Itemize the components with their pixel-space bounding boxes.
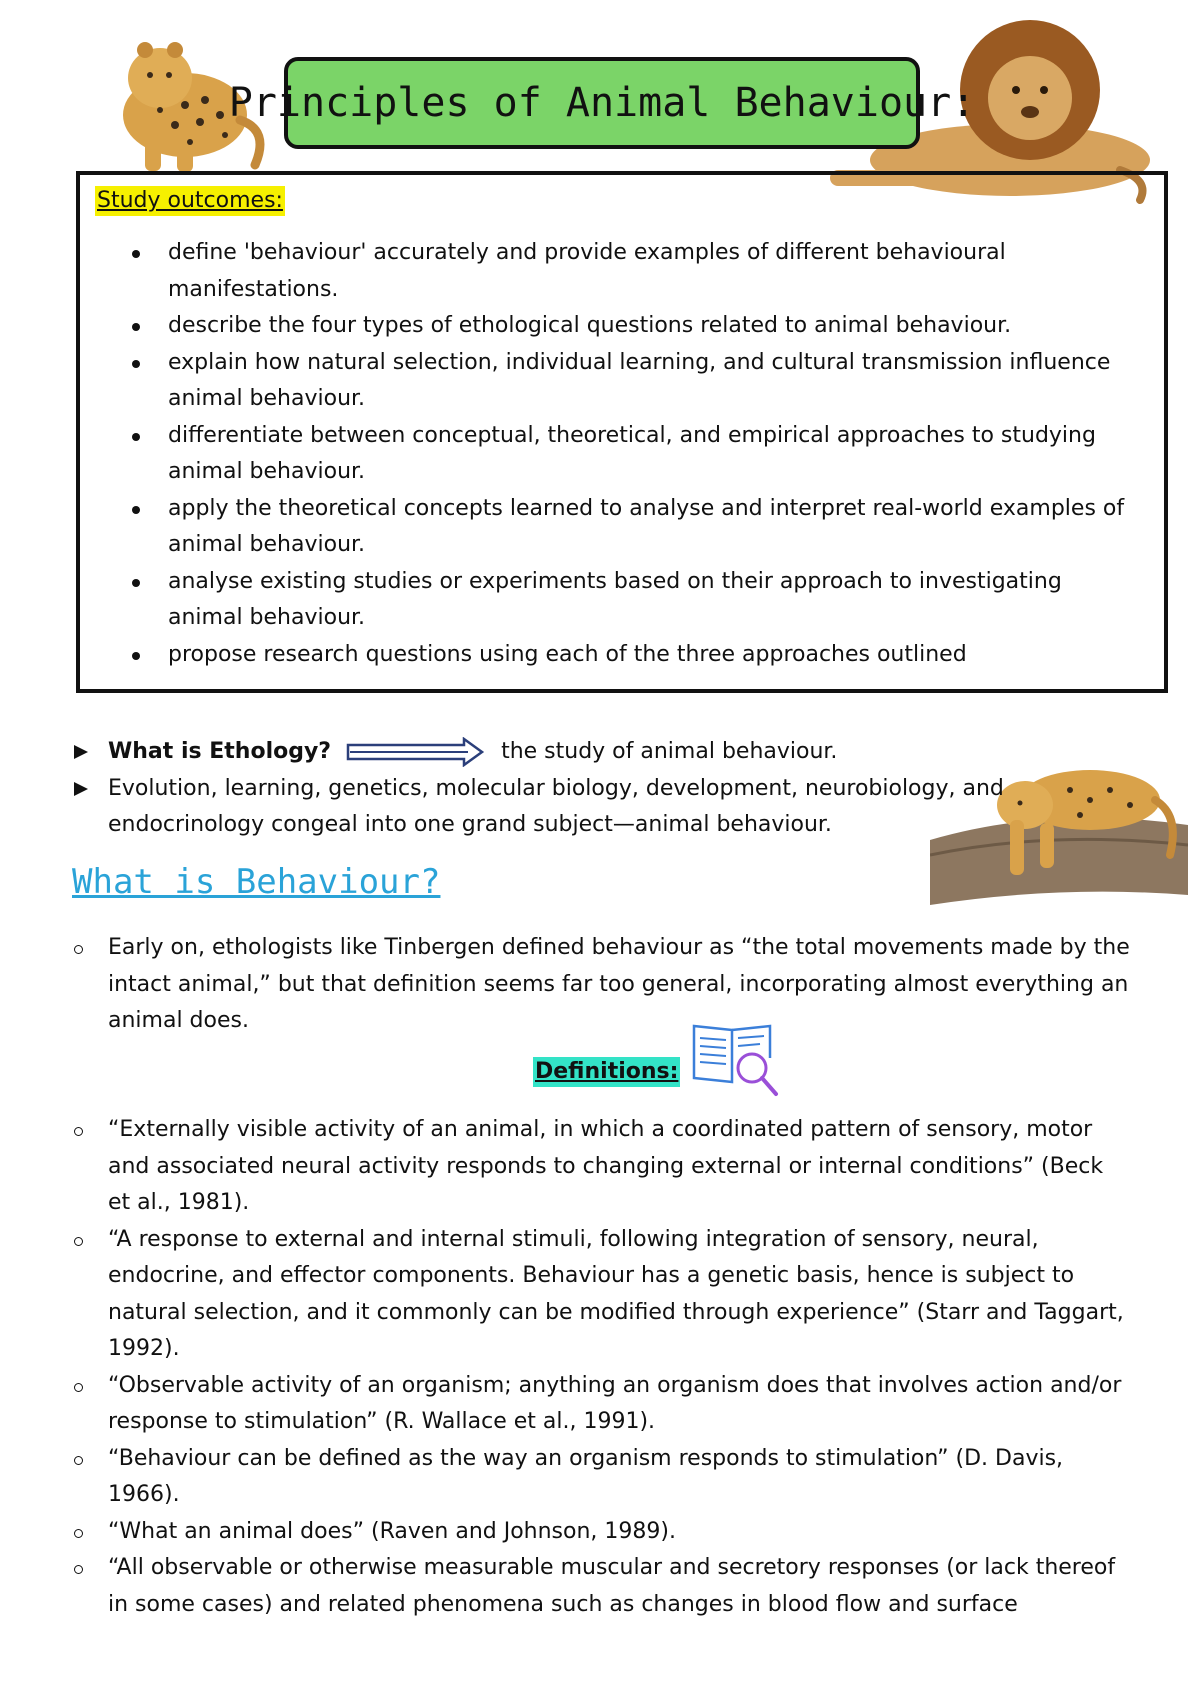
section-heading: What is Behaviour? [72, 862, 441, 902]
list-item: describe the four types of ethological questions related to animal behaviour. [132, 308, 1132, 345]
ethology-answer: the study of animal behaviour. [501, 739, 838, 764]
ethology-question: What is Ethology? [108, 739, 332, 764]
list-item: Early on, ethologists like Tinbergen defined behaviour as “the total movements made by the intact animal,” but that definition seems far too general, incorporating almost everything an animal does. [72, 930, 1132, 1040]
double-arrow-icon [346, 737, 486, 767]
list-item: explain how natural selection, individual learning, and cultural transmission influence animal behaviour. [132, 345, 1132, 418]
title-banner [228, 57, 976, 149]
list-item [72, 734, 1012, 771]
ethology-list [72, 734, 1012, 844]
list-item: Evolution, learning, genetics, molecular biology, development, neurobiology, and endocrinology congeal into one grand subject—animal behaviour. [72, 771, 1012, 844]
list-item: “Externally visible activity of an animal, in which a coordinated pattern of sensory, motor and associated neural activity responds to changing external or internal conditions” (Beck et al., 1981). [72, 1112, 1132, 1222]
list-item: define 'behaviour' accurately and provide examples of different behavioural manifestations. [132, 235, 1132, 308]
study-outcomes-label: Study outcomes: [95, 186, 285, 216]
list-item: apply the theoretical concepts learned to analyse and interpret real-world examples of animal behaviour. [132, 491, 1132, 564]
list-item: propose research questions using each of the three approaches outlined [132, 637, 1132, 674]
study-outcomes-list [132, 235, 1132, 673]
list-item: differentiate between conceptual, theoretical, and empirical approaches to studying animal behaviour. [132, 418, 1132, 491]
list-item: “What an animal does” (Raven and Johnson, 1989). [72, 1514, 1132, 1551]
behaviour-intro-list [72, 930, 1132, 1040]
list-item: “All observable or otherwise measurable muscular and secretory responses (or lack thereof in some cases) and related phenomena such as changes in blood flow and surface [72, 1550, 1132, 1623]
definitions-list [72, 1112, 1132, 1623]
page-title: Principles of Animal Behaviour: [228, 80, 976, 126]
list-item: “Observable activity of an organism; anything an organism does that involves action and/or response to stimulation” (R. Wallace et al., 1991). [72, 1368, 1132, 1441]
definitions-label: Definitions: [533, 1057, 680, 1087]
list-item: analyse existing studies or experiments based on their approach to investigating animal behaviour. [132, 564, 1132, 637]
list-item: “A response to external and internal stimuli, following integration of sensory, neural, endocrine, and effector components. Behaviour has a genetic basis, hence is subject to natural selection, and it commonly can be modified through experience” (Starr and Taggart, 1992). [72, 1222, 1132, 1368]
list-item: “Behaviour can be defined as the way an organism responds to stimulation” (D. Davis, 1966). [72, 1441, 1132, 1514]
